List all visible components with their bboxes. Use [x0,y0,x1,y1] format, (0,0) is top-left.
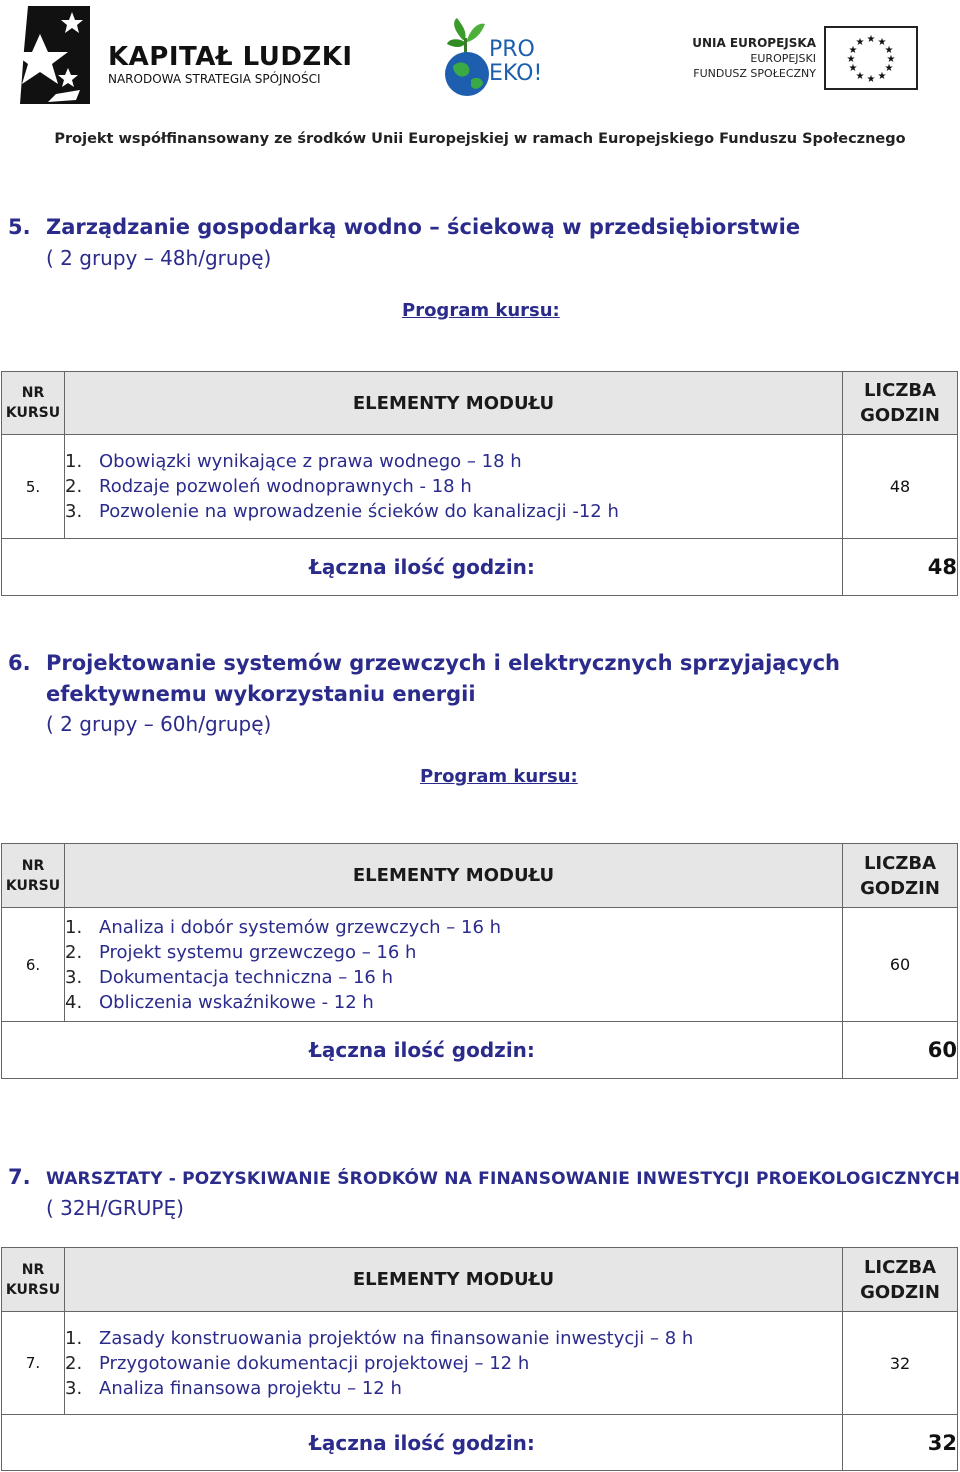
total-value: 60 [843,1022,958,1079]
hours-value: 48 [843,435,958,539]
eu-flag-icon [824,26,918,90]
proeko-text-line1: PRO [489,37,535,62]
total-label: Łączna ilość godzin: [2,539,843,596]
course-number: 6. [2,908,65,1022]
section-7-table [1,1247,958,1471]
section-6-title-line2: efektywnemu wykorzystaniu energii [46,682,476,706]
module-items [65,1312,843,1415]
kapital-ludzki-title: KAPITAŁ LUDZKI [108,42,353,72]
total-label: Łączna ilość godzin: [2,1022,843,1079]
svg-text:★: ★ [886,54,896,65]
svg-text:★: ★ [848,45,858,56]
nr-kursu-header: NR KURSU [2,1248,65,1312]
hours-value: 60 [843,908,958,1022]
section-6-title [8,648,840,679]
svg-text:★: ★ [855,37,865,48]
eu-logo [686,26,921,92]
module-items [65,908,843,1022]
section-5-table [1,371,958,596]
list-item: 3. Analiza finansowa projektu – 12 h [65,1377,402,1399]
svg-text:★: ★ [884,63,894,74]
svg-text:★: ★ [848,63,858,74]
proeko-logo [445,14,555,98]
eu-logo-text [686,36,816,81]
module-items [65,435,843,539]
list-item: 1. Zasady konstruowania projektów na finansowanie inwestycji – 8 h [65,1327,694,1349]
section-6-program-label: Program kursu: [420,766,578,787]
section-5-title [8,212,800,243]
hours-header: LICZBA GODZIN [843,372,958,435]
list-item: 2. Przygotowanie dokumentacji projektowej – 12 h [65,1352,530,1374]
list-item: 1. Obowiązki wynikające z prawa wodnego – 18 h [65,451,522,472]
svg-text:★: ★ [877,71,887,82]
svg-text:★: ★ [855,71,865,82]
list-item: 3. Pozwolenie na wprowadzenie ścieków do kanalizacji -12 h [65,501,619,522]
section-7-title-text: WARSZTATY - POZYSKIWANIE ŚRODKÓW NA FINANSOWANIE INWESTYCJI PROEKOLOGICZNYCH [46,1169,960,1189]
eu-line3: FUNDUSZ SPOŁECZNY [693,67,816,80]
hours-header: LICZBA GODZIN [843,844,958,908]
eu-line1: UNIA EUROPEJSKA [692,36,816,50]
total-value: 32 [843,1415,958,1471]
section-6-title-line1: Projektowanie systemów grzewczych i elektrycznych sprzyjających [46,651,840,675]
course-number: 7. [2,1312,65,1415]
section-6-table [1,843,958,1079]
section-7-subtitle: ( 32H/GRUPĘ) [46,1196,184,1220]
list-item: 2. Projekt systemu grzewczego – 16 h [65,941,417,963]
kapital-ludzki-subtitle: NARODOWA STRATEGIA SPÓJNOŚCI [108,72,321,86]
hours-header: LICZBA GODZIN [843,1248,958,1312]
list-item: 2. Rodzaje pozwoleń wodnoprawnych - 18 h [65,476,472,497]
svg-text:★: ★ [846,54,856,65]
elements-header: ELEMENTY MODUŁU [65,844,843,908]
total-label: Łączna ilość godzin: [2,1415,843,1471]
logo-bar [0,0,960,130]
svg-text:★: ★ [877,37,887,48]
kapital-ludzki-star-icon [10,4,100,106]
svg-text:★: ★ [866,74,876,85]
list-item: 1. Analiza i dobór systemów grzewczych – 16 h [65,916,502,938]
proeko-text-line2: EKO! [489,61,543,86]
section-5-subtitle: ( 2 grupy – 48h/grupę) [46,246,272,270]
section-5-program-label: Program kursu: [402,300,560,321]
total-value: 48 [843,539,958,596]
list-item: 3. Dokumentacja techniczna – 16 h [65,966,394,988]
section-5-number: 5. [8,215,31,239]
svg-text:★: ★ [866,34,876,45]
hours-value: 32 [843,1312,958,1415]
eu-line2: EUROPEJSKI [750,52,816,65]
nr-kursu-header: NR KURSU [2,844,65,908]
section-7-number: 7. [8,1165,31,1189]
elements-header: ELEMENTY MODUŁU [65,1248,843,1312]
elements-header: ELEMENTY MODUŁU [65,372,843,435]
kapital-ludzki-logo [10,4,353,106]
section-5-title-text: Zarządzanie gospodarką wodno – ściekową w przedsiębiorstwie [46,215,801,239]
nr-kursu-header: NR KURSU [2,372,65,435]
list-item: 4. Obliczenia wskaźnikowe - 12 h [65,991,374,1013]
course-number: 5. [2,435,65,539]
section-7-title [8,1162,960,1195]
section-6-subtitle: ( 2 grupy – 60h/grupę) [46,712,272,736]
svg-text:★: ★ [884,45,894,56]
section-6-number: 6. [8,651,31,675]
cofinancing-tagline: Projekt współfinansowany ze środków Unii Europejskiej w ramach Europejskiego Funduszu Społecznego [54,131,906,147]
